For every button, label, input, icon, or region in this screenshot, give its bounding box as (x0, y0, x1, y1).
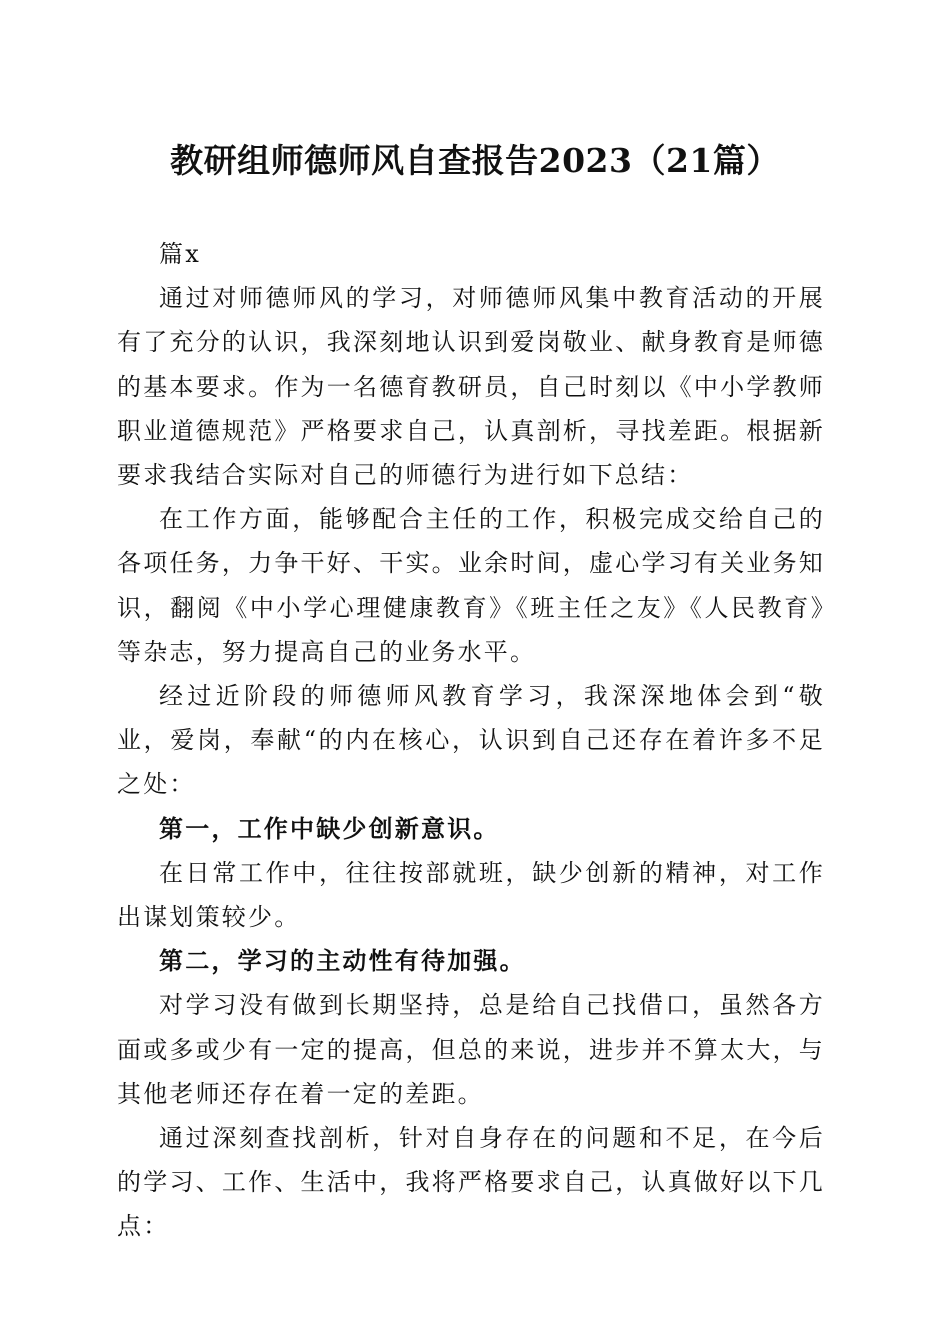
document-body (117, 232, 825, 1249)
document-title: 教研组师德师风自查报告2023（21篇） (170, 141, 780, 180)
paragraph-point-one: 在日常工作中，往往按部就班，缺少创新的精神，对工作出谋划策较少。 (117, 858, 825, 932)
paragraph-work: 在工作方面，能够配合主任的工作，积极完成交给自己的各项任务，力争干好、干实。业余时间，虚心学习有关业务知识，翻阅《中小学心理健康教育》《班主任之友》《人民教育》等杂志，努力提高自己的业务水平。 (117, 505, 825, 666)
heading-point-one: 第一，工作中缺少创新意识。 (159, 813, 500, 843)
heading-point-two: 第二，学习的主动性有待加强。 (159, 946, 526, 976)
paragraph-reflection: 经过近阶段的师德师风教育学习，我深深地体会到“敬业，爱岗，奉献“的内在核心，认识到自己还存在着许多不足之处： (117, 682, 825, 799)
paragraph-intro: 通过对师德师风的学习，对师德师风集中教育活动的开展有了充分的认识，我深刻地认识到爱岗敬业、献身教育是师德的基本要求。作为一名德育教研员，自己时刻以《中小学教师职业道德规范》严格要求自己，认真剖析，寻找差距。根据新要求我结合实际对自己的师德行为进行如下总结： (117, 284, 825, 490)
paragraph-point-two: 对学习没有做到长期坚持，总是给自己找借口，虽然各方面或多或少有一定的提高，但总的来说，进步并不算太大，与其他老师还存在着一定的差距。 (117, 991, 825, 1108)
section-label: 篇x (159, 240, 201, 268)
paragraph-plan: 通过深刻查找剖析，针对自身存在的问题和不足，在今后的学习、工作、生活中，我将严格要求自己，认真做好以下几点： (117, 1124, 825, 1241)
